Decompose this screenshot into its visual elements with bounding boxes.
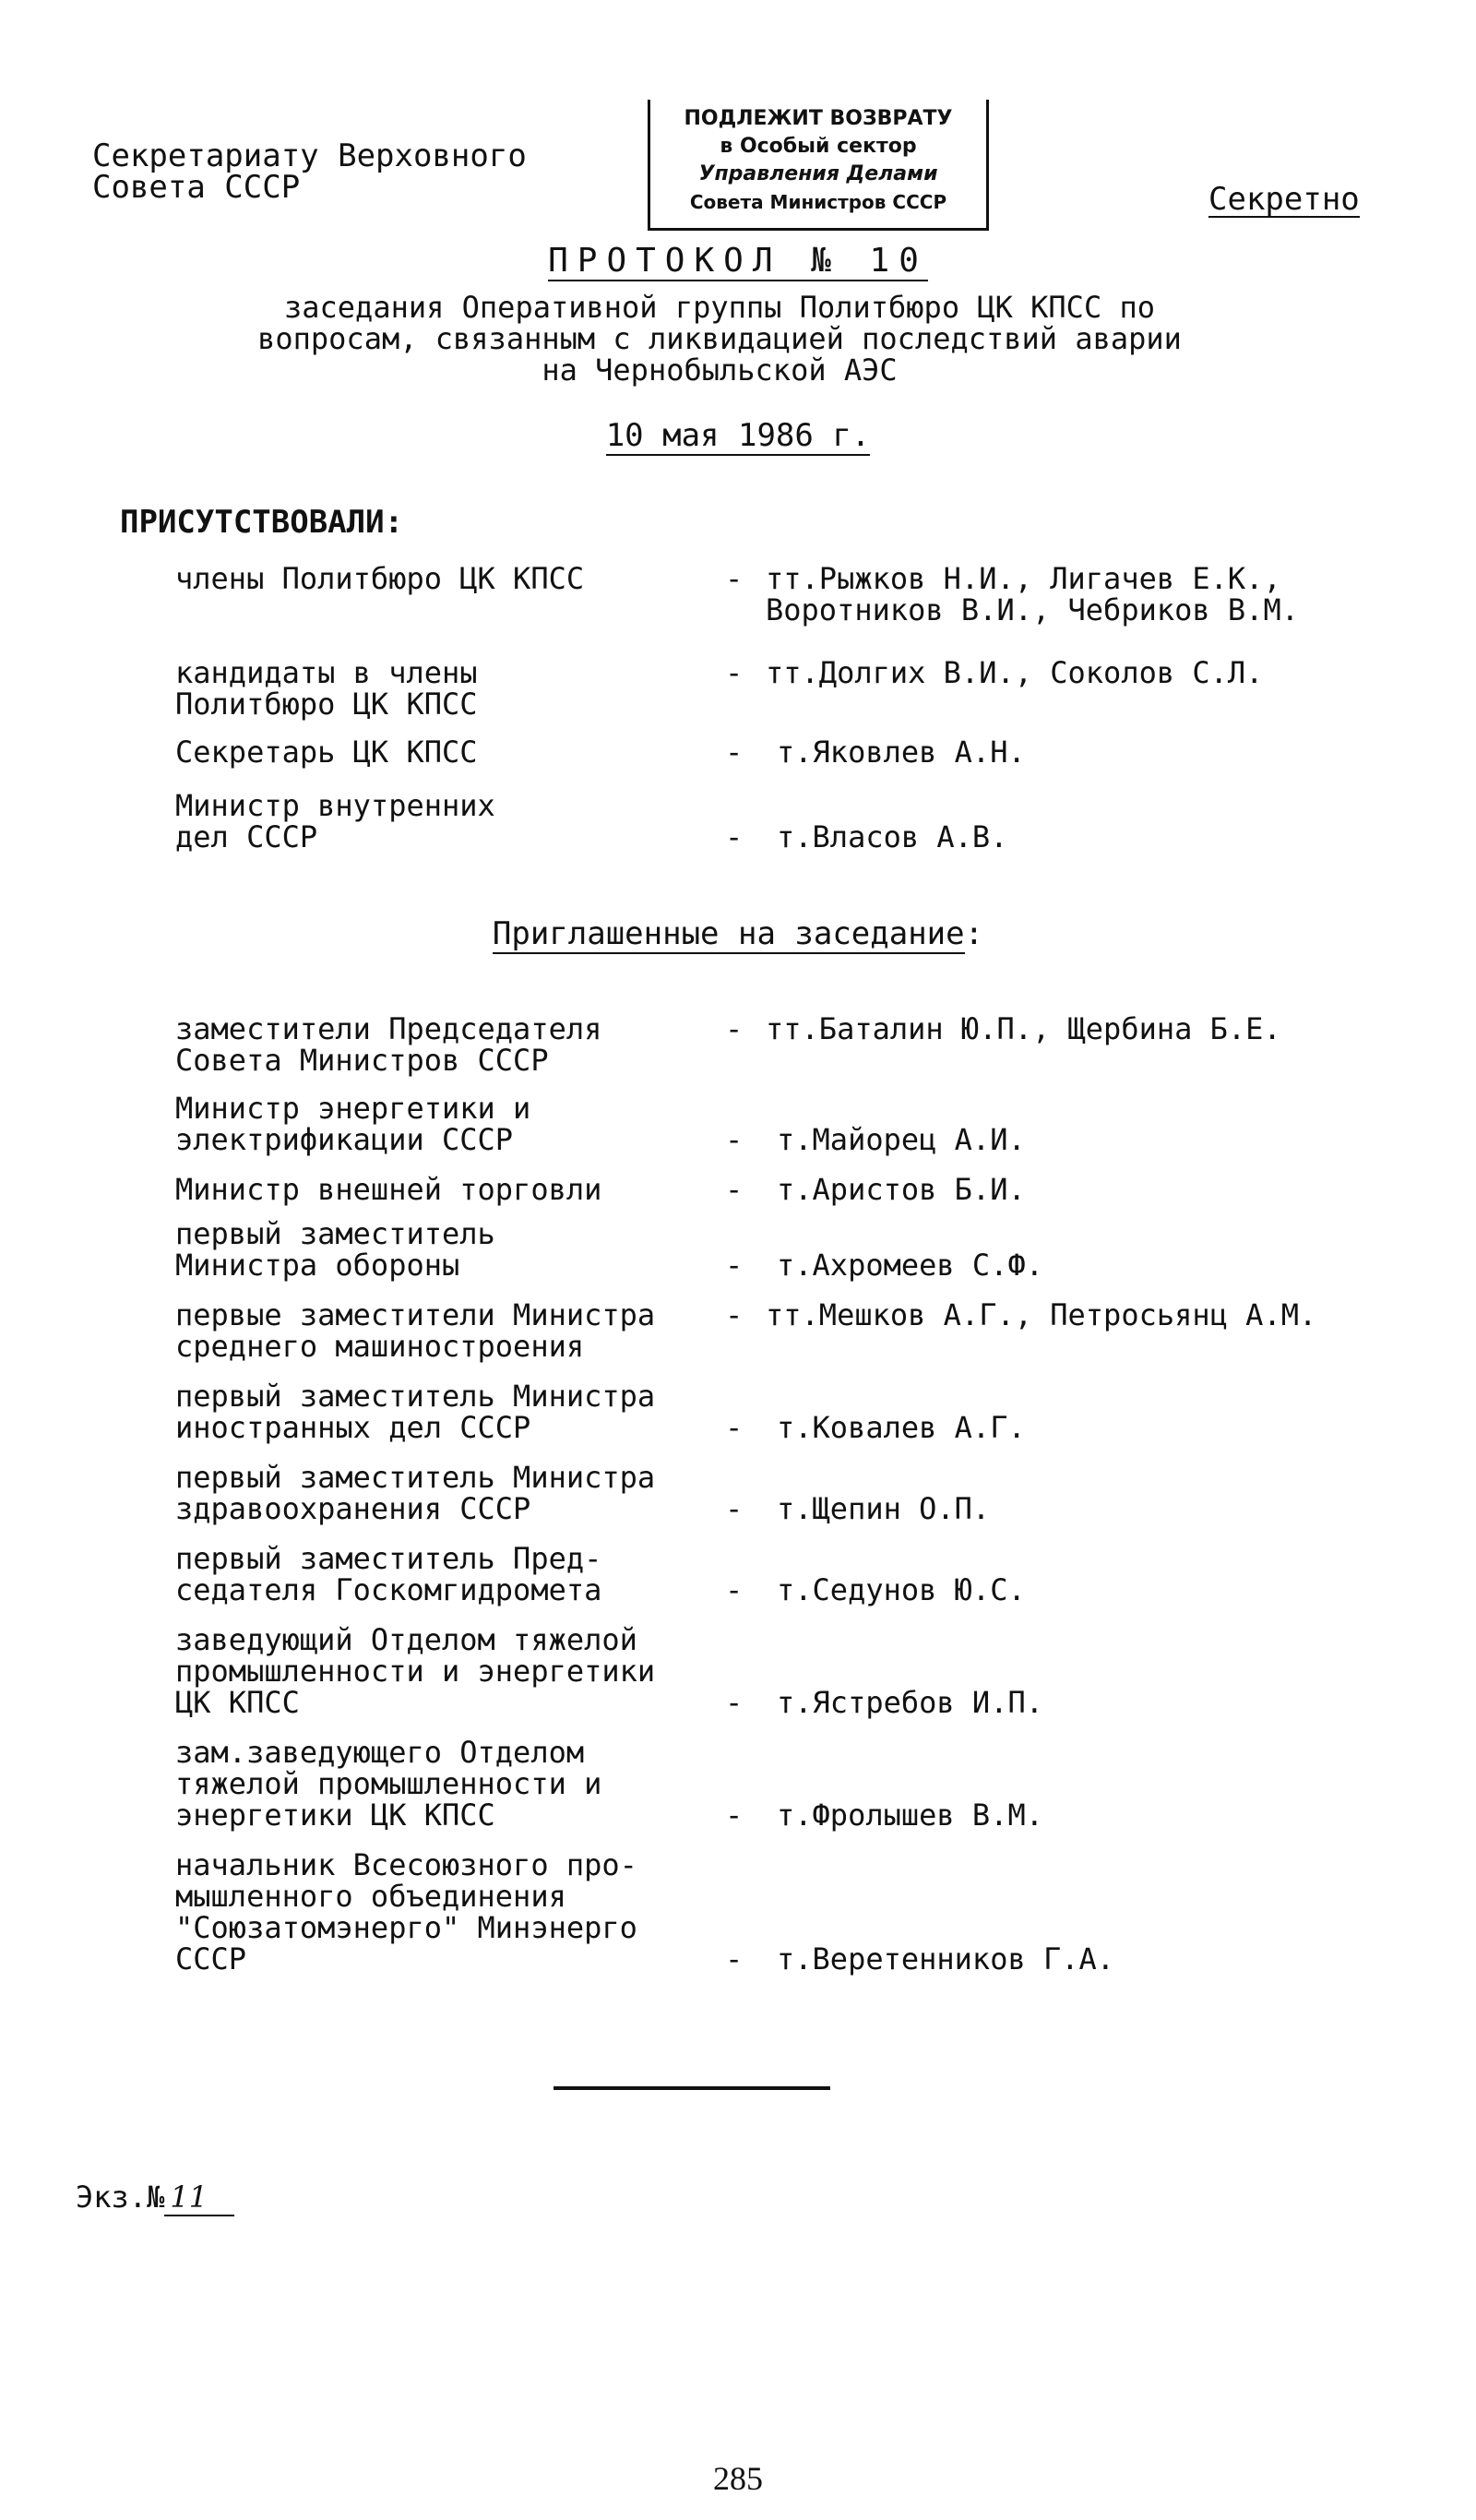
present-role: Министр внутренних дел СССР: [175, 788, 495, 854]
addressee-line-2: Совета СССР: [92, 169, 301, 206]
present-dash: -: [725, 655, 744, 690]
invited-role: первые заместители Министра среднего машиностроения: [175, 1297, 656, 1364]
invited-dash: -: [725, 1941, 744, 1977]
addressee-line-1: Секретариату Верховного: [92, 137, 527, 174]
present-names: тт.Рыжков Н.И., Лигачев Е.К., Воротников В.И., Чебриков В.М.: [766, 561, 1299, 627]
invited-names: т.Веретенников Г.А.: [777, 1941, 1115, 1977]
invited-dash: -: [725, 1410, 744, 1445]
invited-names: т.Седунов Ю.С.: [777, 1572, 1026, 1607]
invited-names: т.Ахромеев С.Ф.: [777, 1248, 1043, 1283]
invited-dash: -: [725, 1572, 744, 1607]
invited-dash: -: [725, 1172, 744, 1207]
present-role: члены Политбюро ЦК КПСС: [175, 561, 585, 596]
present-names: т.Власов А.В.: [777, 819, 1008, 854]
invited-role: первый заместитель Пред- седателя Госкомгидромета: [175, 1541, 602, 1607]
invited-names: тт.Баталин Ю.П., Щербина Б.Е.: [766, 1011, 1281, 1046]
present-role: Секретарь ЦК КПСС: [175, 735, 478, 770]
present-names: тт.Долгих В.И., Соколов С.Л.: [766, 655, 1264, 690]
copy-number: [76, 2180, 234, 2216]
invited-role: первый заместитель Министра обороны: [175, 1216, 495, 1283]
invited-heading-colon: :: [964, 915, 984, 952]
addressee: [92, 137, 572, 206]
invited-dash: -: [725, 1491, 744, 1526]
meeting-date-text: 10 мая 1986 г.: [605, 417, 871, 454]
present-dash: -: [725, 561, 744, 596]
subtitle-line-2: вопросам, связанным с ликвидацией последствий аварии: [257, 321, 1182, 356]
invited-role: Министр внешней торговли: [175, 1172, 602, 1207]
copy-label: Экз.№: [76, 2180, 165, 2215]
invited-dash: -: [725, 1122, 744, 1157]
present-dash: -: [725, 735, 744, 770]
present-dash: -: [725, 819, 744, 854]
invited-role: первый заместитель Министра здравоохранения СССР: [175, 1460, 656, 1526]
invited-names: т.Ковалев А.Г.: [777, 1410, 1026, 1445]
stamp-line-1: ПОДЛЕЖИТ ВОЗВРАТУ: [684, 107, 953, 130]
invited-role: заведующий Отделом тяжелой промышленности и энергетики ЦК КПСС: [175, 1622, 656, 1720]
stamp-line-2: в Особый сектор: [720, 135, 917, 158]
invited-heading-text: Приглашенные на заседание: [492, 915, 965, 952]
invited-role: зам.заведующего Отделом тяжелой промышленности и энергетики ЦК КПСС: [175, 1735, 602, 1833]
invited-dash: -: [725, 1011, 744, 1046]
invited-heading: [0, 915, 1476, 952]
subtitle-line-3: на Чернобыльской АЭС: [542, 352, 898, 388]
invited-names: т.Ястребов И.П.: [777, 1685, 1043, 1720]
protocol-title: [0, 242, 1476, 280]
invited-names: т.Аристов Б.И.: [777, 1172, 1026, 1207]
invited-dash: -: [725, 1297, 744, 1332]
invited-role: начальник Всесоюзного про- мышленного объединения "Союзатомэнерго" Минэнерго СССР: [175, 1847, 637, 1977]
stamp-line-3: Управления Делами: [698, 162, 938, 185]
invited-role: первый заместитель Министра иностранных дел СССР: [175, 1379, 656, 1445]
present-role: кандидаты в члены Политбюро ЦК КПСС: [175, 655, 478, 722]
closing-rule: [554, 2086, 830, 2090]
invited-names: т.Фролышев В.М.: [777, 1797, 1043, 1833]
invited-role: Министр энергетики и электрификации СССР: [175, 1091, 531, 1157]
stamp-line-4: Совета Министров СССР: [689, 191, 947, 213]
present-heading: ПРИСУТСТВОВАЛИ:: [120, 504, 404, 541]
protocol-title-text: ПРОТОКОЛ № 10: [548, 242, 928, 280]
protocol-subtitle: [166, 292, 1273, 386]
meeting-date: [0, 417, 1476, 454]
return-stamp: [648, 100, 989, 231]
invited-dash: -: [725, 1797, 744, 1833]
invited-role: заместители Председателя Совета Министров СССР: [175, 1011, 602, 1078]
invited-names: т.Майорец А.И.: [777, 1122, 1026, 1157]
invited-dash: -: [725, 1248, 744, 1283]
page-number: 285: [713, 2460, 763, 2497]
copy-number-value: 11: [164, 2180, 234, 2216]
classification-label: Секретно: [1208, 181, 1360, 218]
subtitle-line-1: заседания Оперативной группы Политбюро ЦК КПСС по: [283, 290, 1155, 325]
present-names: т.Яковлев А.Н.: [777, 735, 1026, 770]
invited-dash: -: [725, 1685, 744, 1720]
invited-names: тт.Мешков А.Г., Петросьянц А.М.: [766, 1297, 1317, 1332]
invited-names: т.Щепин О.П.: [777, 1491, 991, 1526]
